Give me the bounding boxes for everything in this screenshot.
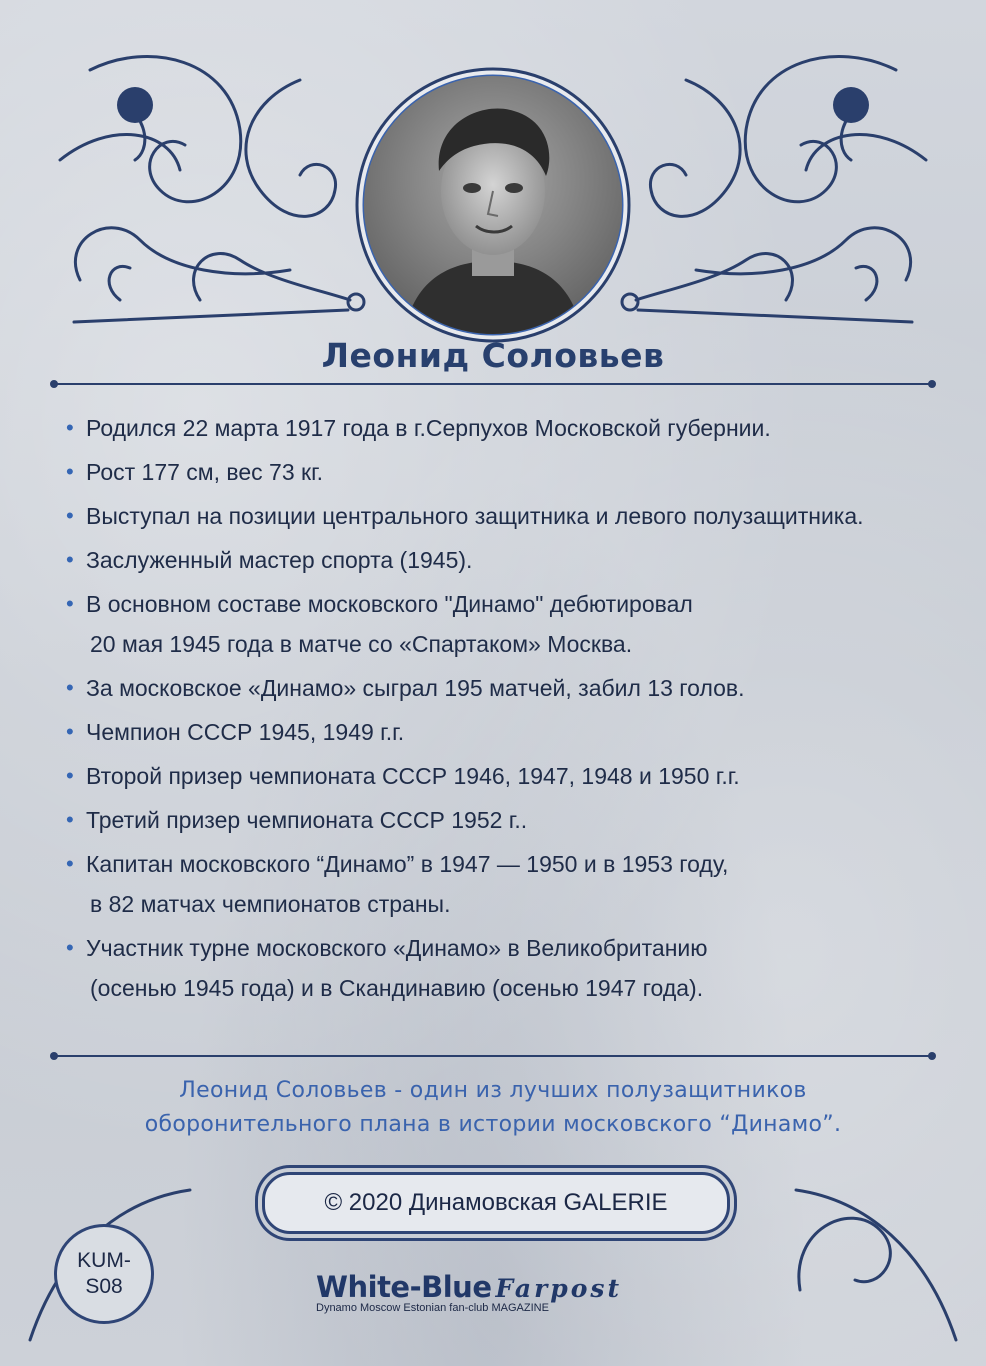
fact-line: В основном составе московского "Динамо" дебютировал <box>86 591 693 617</box>
bullet-dot-icon: • <box>66 459 74 484</box>
fact-line: Чемпион СССР 1945, 1949 г.г. <box>86 719 405 745</box>
fact-line: Второй призер чемпионата СССР 1946, 1947, 1948 и 1950 г.г. <box>86 763 740 789</box>
fact-line: Рост 177 см, вес 73 кг. <box>86 459 324 485</box>
card-code-line: KUM- <box>77 1249 131 1272</box>
quote-line: Леонид Соловьев - один из лучших полузащитников <box>179 1078 807 1103</box>
bullet-dot-icon: • <box>66 547 74 572</box>
copyright-text: © 2020 Динамовская GALERIE <box>324 1189 668 1216</box>
fact-line: Заслуженный мастер спорта (1945). <box>86 547 473 573</box>
fact-line: Третий призер чемпионата СССР 1952 г.. <box>86 807 528 833</box>
fact-line: Участник турне московского «Динамо» в Великобританию <box>86 935 708 961</box>
fact-item <box>66 584 946 664</box>
card-code-badge <box>54 1224 154 1324</box>
fact-line: в 82 матчах чемпионатов страны. <box>90 891 451 917</box>
fact-item <box>66 540 946 580</box>
fact-line: Родился 22 марта 1917 года в г.Серпухов Московской губернии. <box>86 415 771 441</box>
fact-item <box>66 712 946 752</box>
fact-item <box>66 496 946 536</box>
fact-line: За московское «Динамо» сыграл 195 матчей, забил 13 голов. <box>86 675 745 701</box>
fact-item <box>66 756 946 796</box>
fact-line: Выступал на позиции центрального защитника и левого полузащитника. <box>86 503 864 529</box>
brand-logo <box>316 1270 716 1314</box>
brand-script: Farpost <box>495 1274 623 1303</box>
bullet-dot-icon: • <box>66 851 74 876</box>
fact-item <box>66 408 946 448</box>
fact-line: 20 мая 1945 года в матче со «Спартаком» Москва. <box>90 631 633 657</box>
player-name: Леонид Соловьев <box>321 336 665 375</box>
player-portrait <box>364 76 622 334</box>
bullet-dot-icon: • <box>66 719 74 744</box>
fact-list <box>66 408 946 1012</box>
brand-subtitle: Dynamo Moscow Estonian fan-club MAGAZINE <box>316 1302 549 1314</box>
bullet-dot-icon: • <box>66 675 74 700</box>
divider-top <box>54 383 932 385</box>
bullet-dot-icon: • <box>66 763 74 788</box>
divider-bottom <box>54 1055 932 1057</box>
bullet-dot-icon: • <box>66 935 74 960</box>
quote <box>0 1074 986 1142</box>
bullet-dot-icon: • <box>66 807 74 832</box>
fact-line: Капитан московского “Динамо” в 1947 — 1950 и в 1953 году, <box>86 851 729 877</box>
bullet-dot-icon: • <box>66 415 74 440</box>
bullet-dot-icon: • <box>66 591 74 616</box>
fact-item <box>66 800 946 840</box>
card-code-line: S08 <box>85 1275 123 1298</box>
quote-line: оборонительного плана в истории московского “Динамо”. <box>144 1112 842 1137</box>
fact-item <box>66 844 946 924</box>
fact-item <box>66 928 946 1008</box>
fact-item <box>66 452 946 492</box>
bullet-dot-icon: • <box>66 503 74 528</box>
fact-item <box>66 668 946 708</box>
fact-line: (осенью 1945 года) и в Скандинавию (осенью 1947 года). <box>90 975 704 1001</box>
copyright-banner <box>262 1172 730 1234</box>
brand-main: White-Blue <box>316 1270 492 1304</box>
